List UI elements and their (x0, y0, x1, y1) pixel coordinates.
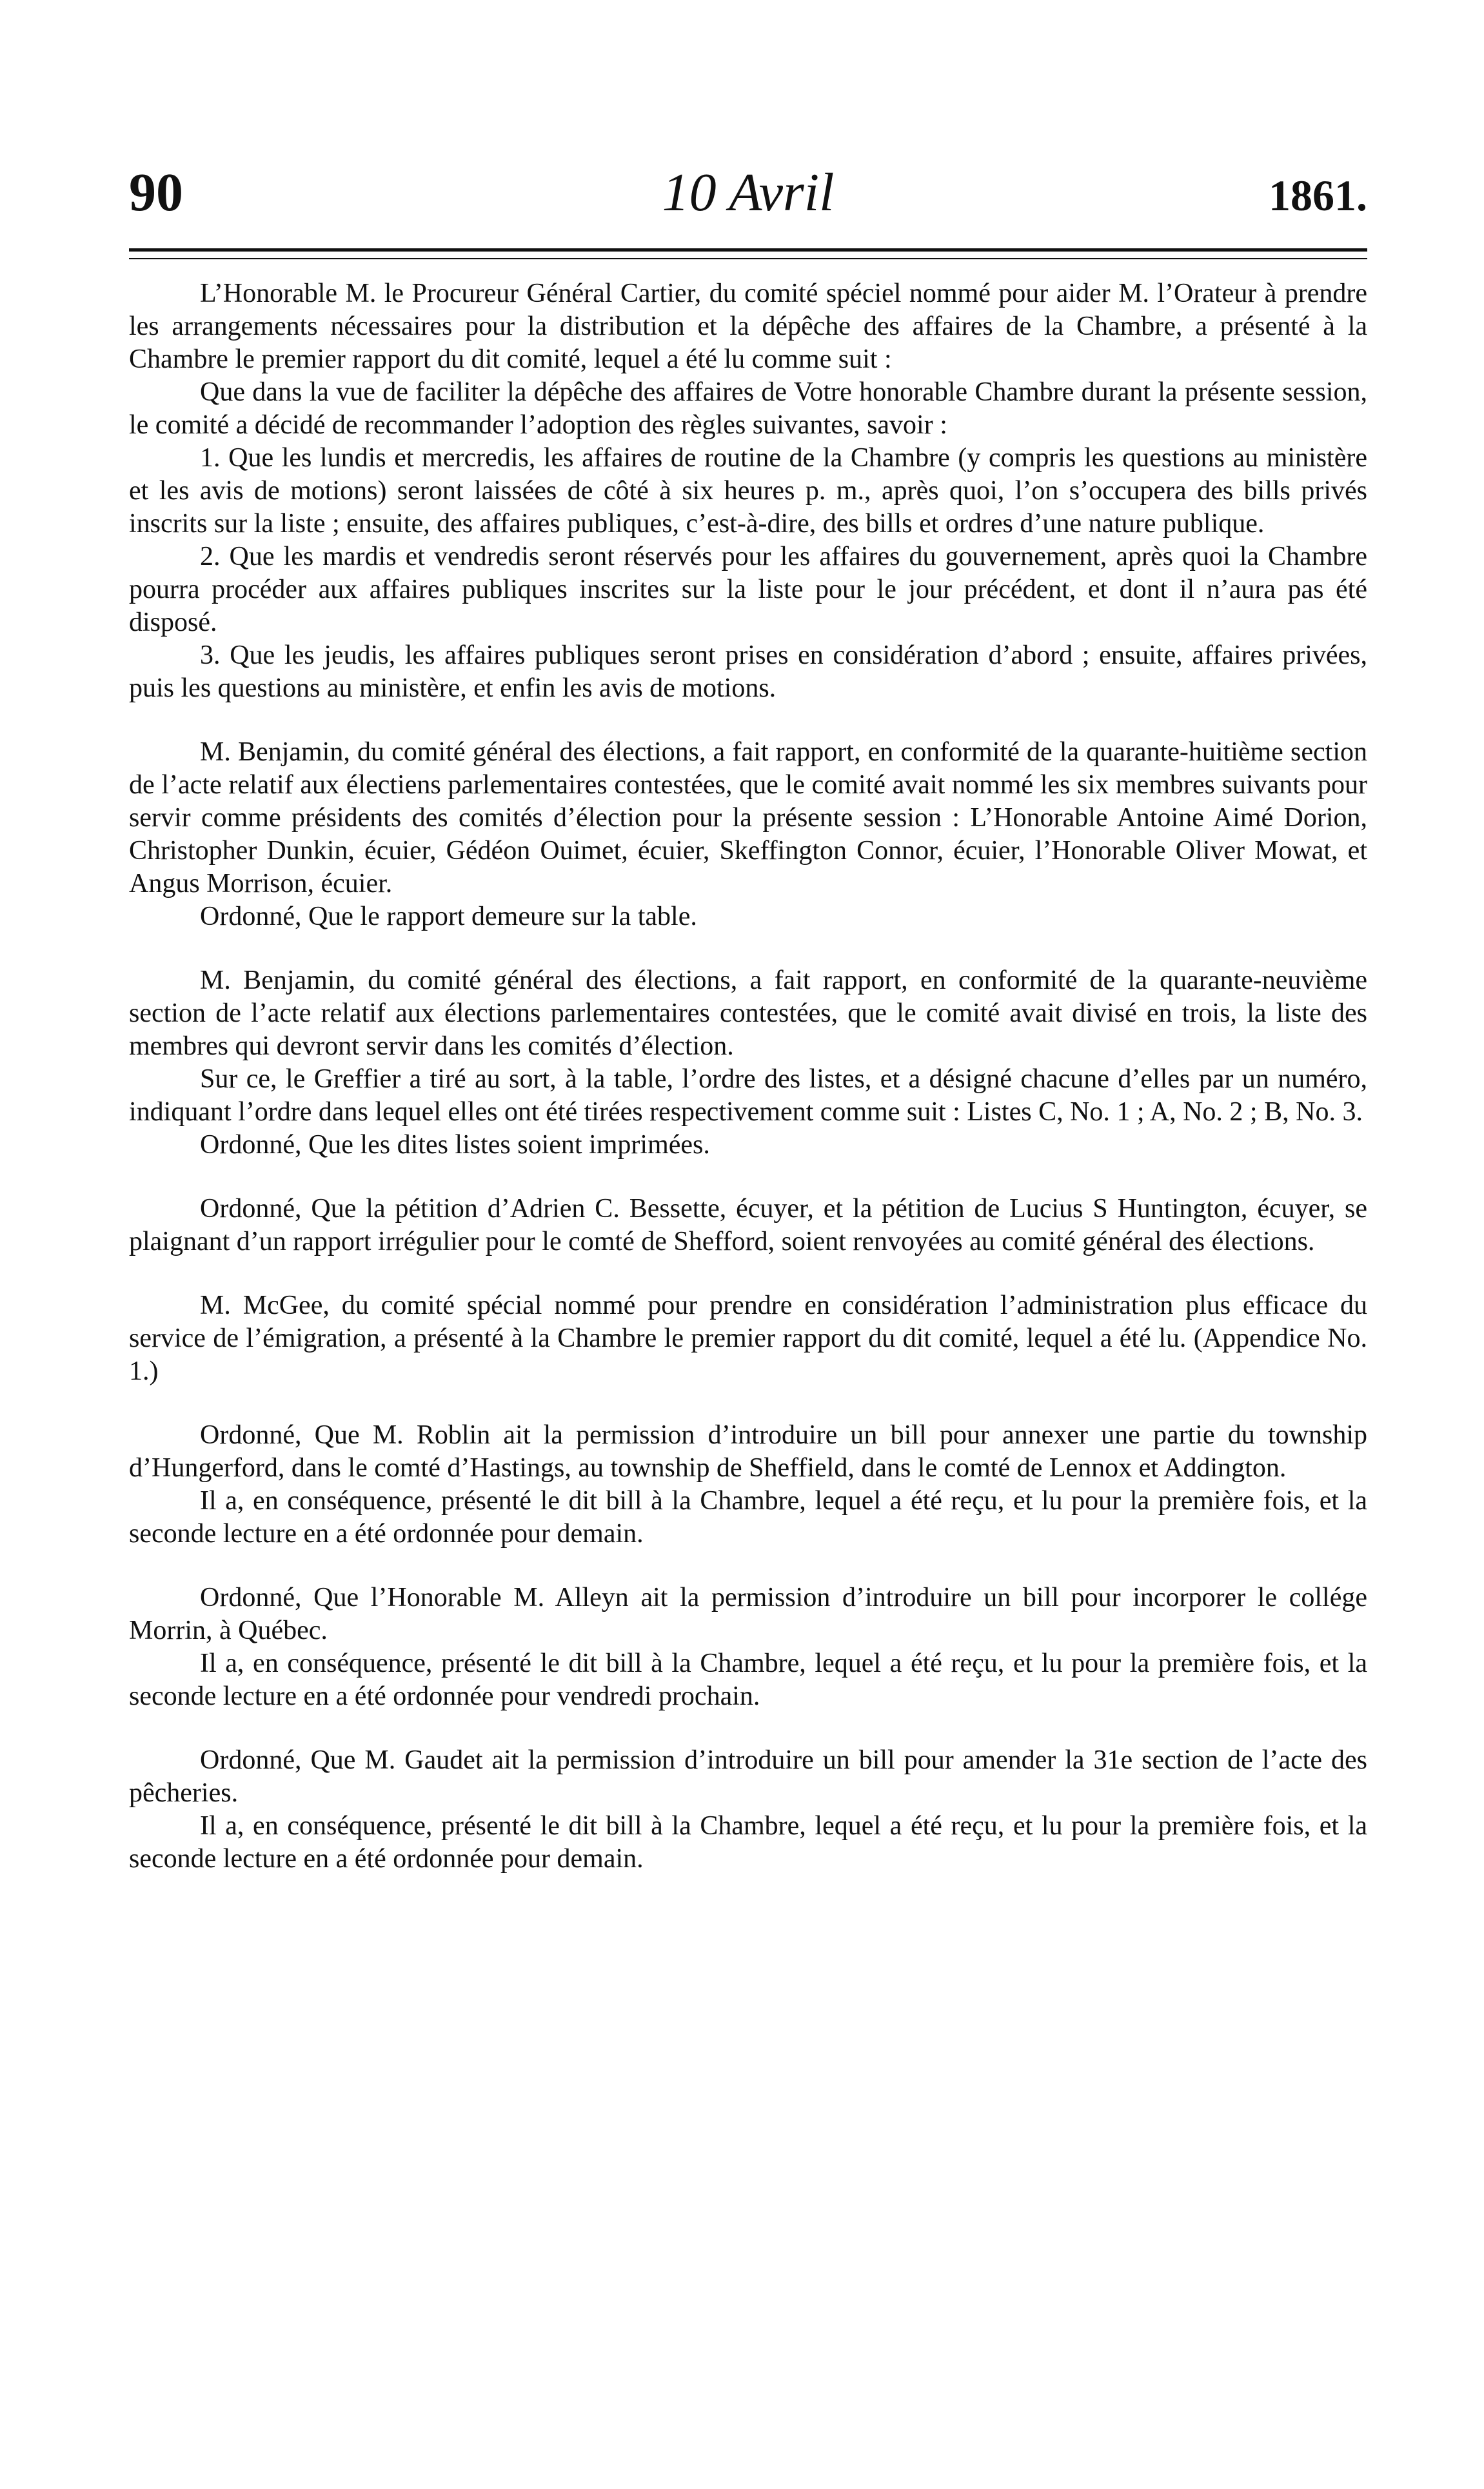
page-number: 90 (129, 163, 183, 223)
paragraph: Ordonné, Que l’Honorable M. Alleyn ait la permission d’introduire un bill pour incorporer le collége Morrin, à Québec. (129, 1583, 1367, 1645)
paragraph: L’Honorable M. le Procureur Général Cartier, du comité spéciel nommé pour aider M. l’Orateur à prendre les arrangements nécessaires pour la distribution et la dépêche des affaires de la Chambre, a présenté à la Chambre le premier rapport du dit comité, lequel a été lu comme suit : (129, 279, 1367, 374)
paragraph: Ordonné, Que les dites listes soient imprimées. (200, 1130, 710, 1160)
paragraph: M. Benjamin, du comité général des élections, a fait rapport, en conformité de la quarante-huitième section de l’acte relatif aux électiens parlementaires contestées, que le comité avait nommé les six membres suivants pour servir comme présidents des comités d’élection pour la présente session : L’Honorable Antoine Aimé Dorion, Christopher Dunkin, écuier, Gédéon Ouimet, écuier, Skeffington Connor, écuier, l’Honorable Oliver Mowat, et Angus Morrison, écuier. (129, 737, 1367, 898)
entry-election-committee-presidents (129, 736, 1367, 933)
page-header (129, 161, 1367, 232)
paragraph: 1. Que les lundis et mercredis, les affaires de routine de la Chambre (y compris les questions au ministère et les avis de motions) seront laissées de côté à six heures p. m., après quoi, l’on s’occupera des bills privés inscrits sur la liste ; ensuite, des affaires publiques, c’est-à-dire, des bills et ordres d’une nature publique. (129, 443, 1367, 539)
running-head-date: 10 Avril (662, 163, 835, 223)
header-rule-thick (129, 248, 1367, 252)
entry-petitions-shefford (129, 1193, 1367, 1258)
entry-alleyn-bill (129, 1582, 1367, 1713)
header-rule-thin (129, 258, 1367, 259)
paragraph: 3. Que les jeudis, les affaires publiques seront prises en considération d’abord ; ensuite, affaires privées, puis les questions au ministère, et enfin les avis de motions. (129, 640, 1367, 703)
paragraph: 2. Que les mardis et vendredis seront réservés pour les affaires du gouvernement, après quoi la Chambre pourra procéder aux affaires publiques inscrites sur la liste pour le jour précédent, et dont il n’aura pas été disposé. (129, 542, 1367, 637)
entry-committee-rules (129, 277, 1367, 705)
entry-gaudet-bill (129, 1744, 1367, 1876)
journal-body (129, 277, 1367, 1876)
entry-election-lists (129, 964, 1367, 1162)
paragraph: Ordonné, Que M. Gaudet ait la permission d’introduire un bill pour amender la 31e section de l’acte des pêcheries. (129, 1745, 1367, 1808)
entry-roblin-bill (129, 1419, 1367, 1551)
paragraph: Il a, en conséquence, présenté le dit bill à la Chambre, lequel a été reçu, et lu pour la première fois, et la seconde lecture en a été ordonnée pour vendredi prochain. (129, 1649, 1367, 1711)
paragraph: Il a, en conséquence, présenté le dit bill à la Chambre, lequel a été reçu, et lu pour la première fois, et la seconde lecture en a été ordonnée pour demain. (129, 1811, 1367, 1874)
paragraph: Que dans la vue de faciliter la dépêche des affaires de Votre honorable Chambre durant la présente session, le comité a décidé de recommander l’adoption des règles suivantes, savoir : (129, 377, 1367, 440)
paragraph: Ordonné, Que M. Roblin ait la permission d’introduire un bill pour annexer une partie du township d’Hungerford, dans le comté d’Hastings, au township de Sheffield, dans le comté de Lennox et Addington. (129, 1420, 1367, 1483)
running-head-year: 1861. (1269, 171, 1367, 220)
paragraph: Sur ce, le Greffier a tiré au sort, à la table, l’ordre des listes, et a désigné chacune d’elles par un numéro, indiquant l’ordre dans lequel elles ont été tirées respectivement comme suit : Listes C, No. 1 ; A, No. 2 ; B, No. 3. (129, 1064, 1367, 1127)
paragraph: Ordonné, Que le rapport demeure sur la table. (200, 902, 697, 931)
paragraph: M. Benjamin, du comité général des élections, a fait rapport, en conformité de la quarante-neuvième section de l’acte relatif aux élections parlementaires contestées, que le comité avait divisé en trois, la liste des membres qui devront servir dans les comités d’élection. (129, 966, 1367, 1061)
paragraph: Il a, en conséquence, présenté le dit bill à la Chambre, lequel a été reçu, et lu pour la première fois, et la seconde lecture en a été ordonnée pour demain. (129, 1486, 1367, 1549)
entry-emigration-report (129, 1289, 1367, 1388)
paragraph: Ordonné, Que la pétition d’Adrien C. Bessette, écuyer, et la pétition de Lucius S Huntington, écuyer, se plaignant d’un rapport irrégulier pour le comté de Shefford, soient renvoyées au comité général des élections. (129, 1194, 1367, 1256)
paragraph: M. McGee, du comité spécial nommé pour prendre en considération l’administration plus efficace du service de l’émigration, a présenté à la Chambre le premier rapport du dit comité, lequel a été lu. (Appendice No. 1.) (129, 1291, 1367, 1386)
